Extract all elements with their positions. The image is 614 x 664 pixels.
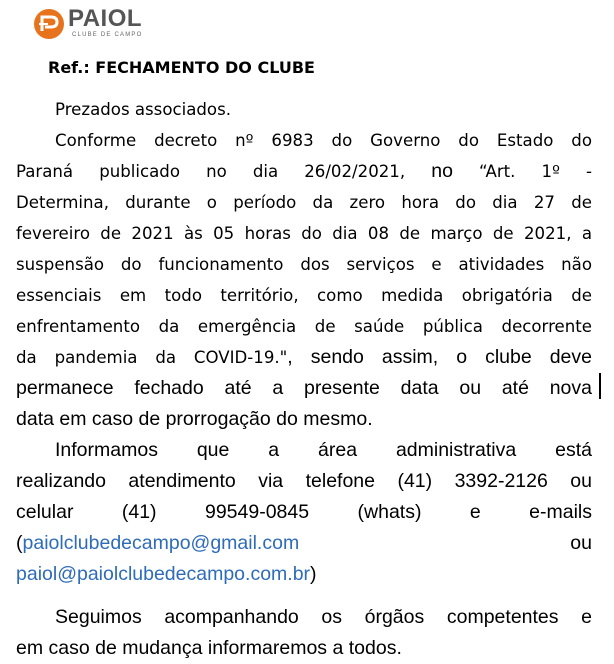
paragraph-1-line-4: fevereiro de 2021 às 05 horas do dia 08 de março de 2021, a [16,224,592,243]
text-segment: ( [16,532,23,554]
paragraph-1-line-1: Conforme decreto nº 6983 do Governo do Estado do [55,131,592,150]
paragraph-1-line-8 [16,342,592,373]
paragraph-1-line-7: enfrentamento da emergência de saúde pública decorrente [16,317,592,336]
paragraph-2-line-2: realizando atendimento via telefone (41) 3392-2126 ou [16,470,592,492]
text-segment: , sendo assim, o clube deve [287,346,592,368]
email-link-gmail[interactable]: paiolclubedecampo@gmail.com [22,532,300,554]
text-segment: ) [310,563,317,585]
logo-tagline: CLUBE DE CAMPO [72,32,143,38]
paiol-logo [32,5,144,41]
email-link-paiol[interactable]: paiol@paiolclubedecampo.com.br [16,563,311,585]
paragraph-1-line-10: data em caso de prorrogação do mesmo. [16,408,373,430]
letter-body [16,94,592,664]
paragraph-2-line-3: celular (41) 99549-0845 (whats) e e-mails [16,501,592,523]
paragraph-3-line-1: Seguimos acompanhando os órgãos competentes e [55,606,592,628]
text-segment: no [431,160,453,182]
paragraph-2-line-4 [16,528,592,559]
paragraph-1-line-2 [16,156,592,187]
text-cursor [599,373,601,399]
text-segment: Paraná publicado no dia 26/02/2021, [16,162,406,181]
paragraph-2-line-1: Informamos que a área administrativa está [55,439,592,461]
paragraph-2-line-5 [16,559,592,590]
reference-title: Ref.: FECHAMENTO DO CLUBE [48,58,315,77]
paragraph-gap [16,590,592,602]
logo-name: PAIOL [68,5,143,32]
text-segment: da pandemia da COVID-19." [16,348,288,367]
text-segment: “Art. 1º - [479,162,592,181]
text-segment: ou [570,532,592,554]
paiol-emblem-icon [32,7,66,41]
paragraph-1-line-5: suspensão do funcionamento dos serviços e atividades não [16,255,592,274]
paragraph-1-line-6: essenciais em todo território, como medida obrigatória de [16,286,592,305]
paragraph-1-line-3: Determina, durante o período da zero hora do dia 27 de [16,193,592,212]
greeting: Prezados associados. [55,100,231,119]
paragraph-3-line-2: em caso de mudança informaremos a todos. [16,637,402,659]
paragraph-1-line-9: permanece fechado até a presente data ou até nova [16,377,592,399]
